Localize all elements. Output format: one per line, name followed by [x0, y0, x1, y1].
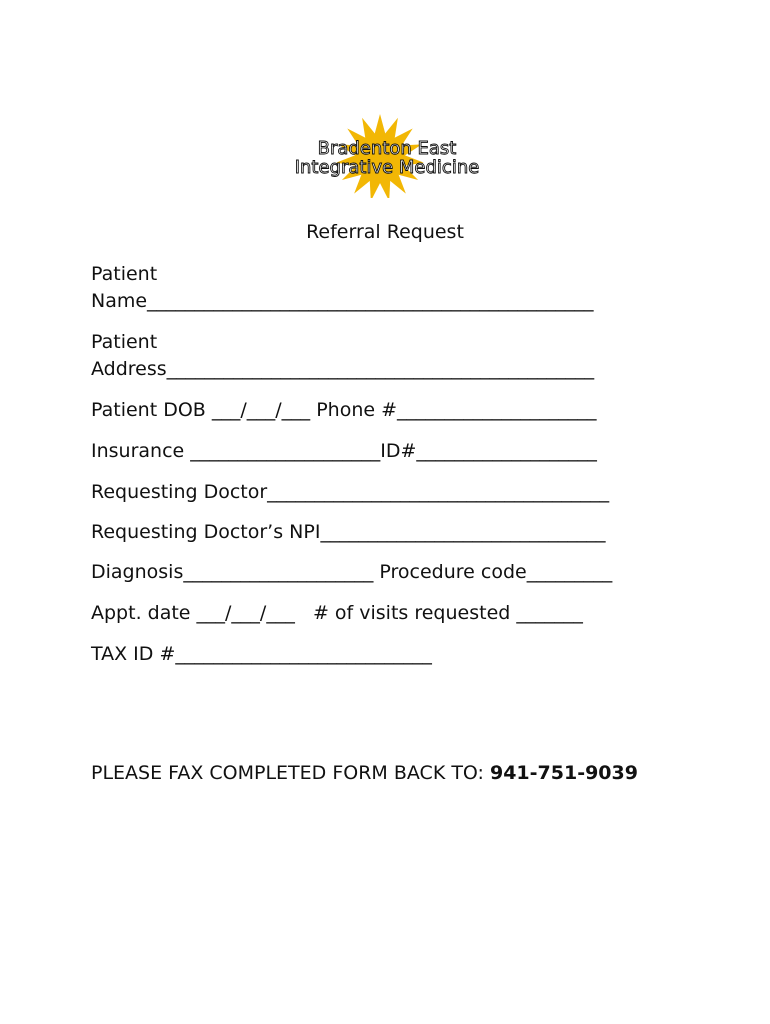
- requesting-doctor-field[interactable]: Requesting Doctor____________________________________: [91, 481, 610, 503]
- insurance-id-field[interactable]: Insurance ____________________ID#___________________: [91, 440, 597, 462]
- tax-id-field[interactable]: TAX ID #___________________________: [91, 643, 432, 665]
- requesting-npi-field[interactable]: Requesting Doctor’s NPI______________________________: [91, 521, 606, 543]
- form-title: Referral Request: [306, 221, 464, 243]
- dob-phone-field[interactable]: Patient DOB ___/___/___ Phone #_____________________: [91, 399, 597, 421]
- sunflower-logo-icon: [268, 112, 506, 198]
- fax-instruction: [91, 762, 638, 784]
- patient-name-label: Patient: [91, 263, 158, 285]
- logo-line-1: Bradenton East: [317, 138, 457, 159]
- appt-visits-field[interactable]: Appt. date ___/___/___ # of visits requested _______: [91, 602, 583, 624]
- clinic-logo: [268, 112, 506, 198]
- diagnosis-procedure-field[interactable]: Diagnosis____________________ Procedure code_________: [91, 561, 613, 583]
- patient-name-field[interactable]: Name_______________________________________________: [91, 290, 594, 312]
- fax-number: 941-751-9039: [489, 762, 638, 784]
- logo-line-2: Integrative Medicine: [294, 157, 480, 178]
- fax-label: PLEASE FAX COMPLETED FORM BACK TO:: [91, 762, 490, 784]
- patient-address-label: Patient: [91, 331, 158, 353]
- patient-address-field[interactable]: Address_____________________________________________: [91, 358, 595, 380]
